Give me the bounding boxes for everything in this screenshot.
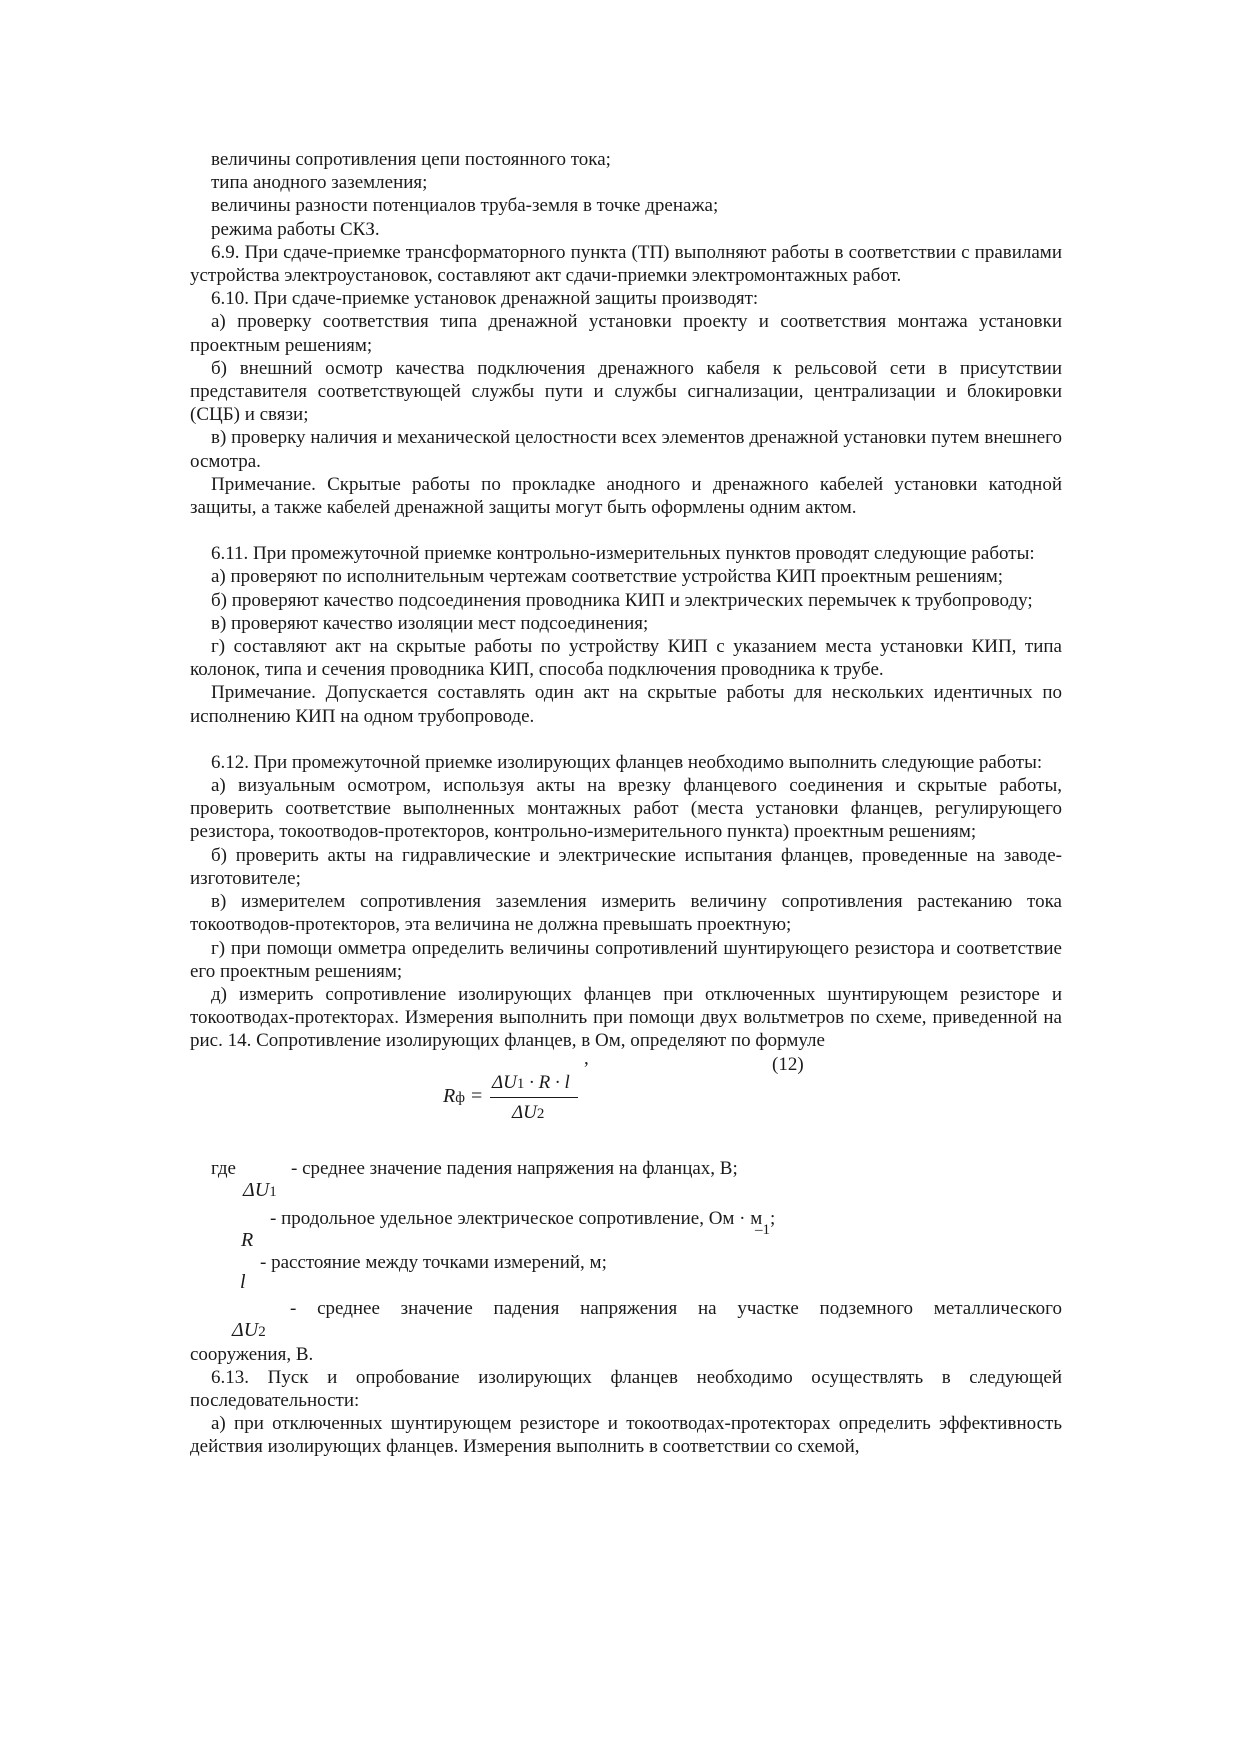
definition-continuation: сооружения, В. — [190, 1343, 314, 1365]
paragraph: а) визуальным осмотром, используя акты на врезку фланцевого соединения и скрытые работы, проверить соответствие выполненных монтажных работ (места установки фланцев, регулирующего резистора, токоотводов-протекторов, контрольно-измерительного пункта) проектным решениям; — [190, 775, 1062, 843]
formula-equals: = — [471, 1084, 483, 1107]
formula-12 — [190, 1047, 1062, 1153]
exponent: –1 — [755, 1221, 770, 1238]
paragraph: в) измерителем сопротивления заземления измерить величину сопротивления растеканию тока токоотводов-протекторов, эта величина не должна превышать проектную; — [190, 891, 1062, 936]
definition-end: ; — [770, 1207, 776, 1229]
paragraph: величины сопротивления цепи постоянного тока; — [211, 149, 611, 170]
paragraph: б) проверить акты на гидравлические и электрические испытания фланцев, проведенные на заводе-изготовителе; — [190, 844, 1062, 889]
spacer — [190, 519, 1062, 542]
fraction-bar — [490, 1097, 578, 1098]
note-paragraph: Примечание. Скрытые работы по прокладке анодного и дренажного кабелей установки катодной защиты, а также кабелей дренажной защиты могут быть оформлены одним актом. — [190, 473, 1062, 519]
paragraph: величины разности потенциалов труба-земля в точке дренажа; — [211, 195, 719, 217]
paragraph: г) при помощи омметра определить величины сопротивлений шунтирующего резистора и соответствие его проектным решениям; — [190, 937, 1062, 982]
definition-text: - расстояние между точками измерений, м; — [260, 1251, 607, 1273]
paragraph: в) проверяют качество изоляции мест подсоединения; — [211, 612, 649, 634]
paragraph: типа анодного заземления; — [211, 172, 428, 194]
note-paragraph: Примечание. Допускается составлять один акт на скрытые работы для нескольких идентичных по исполнению КИП на одном трубопроводе. — [190, 682, 1062, 727]
paragraph: 6.12. При промежуточной приемке изолирующих фланцев необходимо выполнить следующие работы: — [211, 751, 1043, 773]
formula-lhs: Rф — [443, 1084, 465, 1107]
paragraph: б) проверяют качество подсоединения проводника КИП и электрических перемычек к трубопроводу; — [211, 589, 1033, 611]
paragraph: г) составляют акт на скрытые работы по устройству КИП с указанием места установки КИП, типа колонок, типа и сечения проводника КИП, способа подключения проводника к трубе. — [190, 636, 1062, 681]
formula-definitions — [190, 1153, 1062, 1343]
symbol-l: l — [240, 1270, 246, 1293]
paragraph: 6.11. При промежуточной приемке контрольно-измерительных пунктов проводят следующие работы: — [211, 543, 1035, 565]
where-label: где — [211, 1157, 236, 1179]
symbol-du2: ΔU2 — [232, 1318, 266, 1341]
definition-text: - среднее значение падения напряжения на участке подземного металлического — [290, 1297, 1062, 1319]
paragraph: а) проверку соответствия типа дренажной установки проекту и соответствия монтажа установки проектным решениям; — [190, 311, 1062, 356]
paragraph: в) проверку наличия и механической целостности всех элементов дренажной установки путем внешнего осмотра. — [190, 427, 1062, 472]
spacer — [190, 728, 1062, 751]
symbol-r: R — [241, 1228, 254, 1251]
paragraph: 6.10. При сдаче-приемке установок дренажной защиты производят: — [211, 288, 759, 310]
paragraph: 6.9. При сдаче-приемке трансформаторного пункта (ТП) выполняют работы в соответствии с правилами устройства электроустановок, составляют акт сдачи-приемки электромонтажных работ. — [190, 241, 1062, 287]
paragraph: 6.13. Пуск и опробование изолирующих фланцев необходимо осуществлять в следующей последовательности: — [190, 1366, 1062, 1411]
formula-denominator: ΔU2 — [512, 1101, 545, 1123]
paragraph: д) измерить сопротивление изолирующих фланцев при отключенных шунтирующем резисторе и токоотводах-протекторах. Измерения выполнить при помощи двух вольтметров по схеме, приведенной на рис. 14. Сопротивление изолирующих фланцев, в Ом, определяют по формуле — [190, 983, 1062, 1052]
paragraph: б) внешний осмотр качества подключения дренажного кабеля к рельсовой сети в присутствии представителя соответствующей службы пути и службы сигнализации, централизации и блокировки (СЦБ) и связи; — [190, 357, 1062, 426]
document-body — [190, 148, 1062, 1459]
formula-comma: , — [584, 1047, 589, 1069]
paragraph: а) при отключенных шунтирующем резисторе и токоотводах-протекторах определить эффективность действия изолирующих фланцев. Измерения выполнить в соответствии со схемой, — [190, 1413, 1062, 1458]
symbol-du1: ΔU1 — [243, 1178, 277, 1201]
definition-text: - среднее значение падения напряжения на фланцах, В; — [291, 1157, 738, 1179]
formula-number: (12) — [772, 1053, 804, 1075]
formula-numerator: ΔU1 · R · l — [492, 1071, 570, 1093]
paragraph: а) проверяют по исполнительным чертежам соответствие устройства КИП проектным решениям; — [211, 566, 1004, 588]
definition-text: - продольное удельное электрическое сопротивление, Ом · м — [270, 1207, 763, 1229]
paragraph: режима работы СКЗ. — [211, 218, 380, 240]
